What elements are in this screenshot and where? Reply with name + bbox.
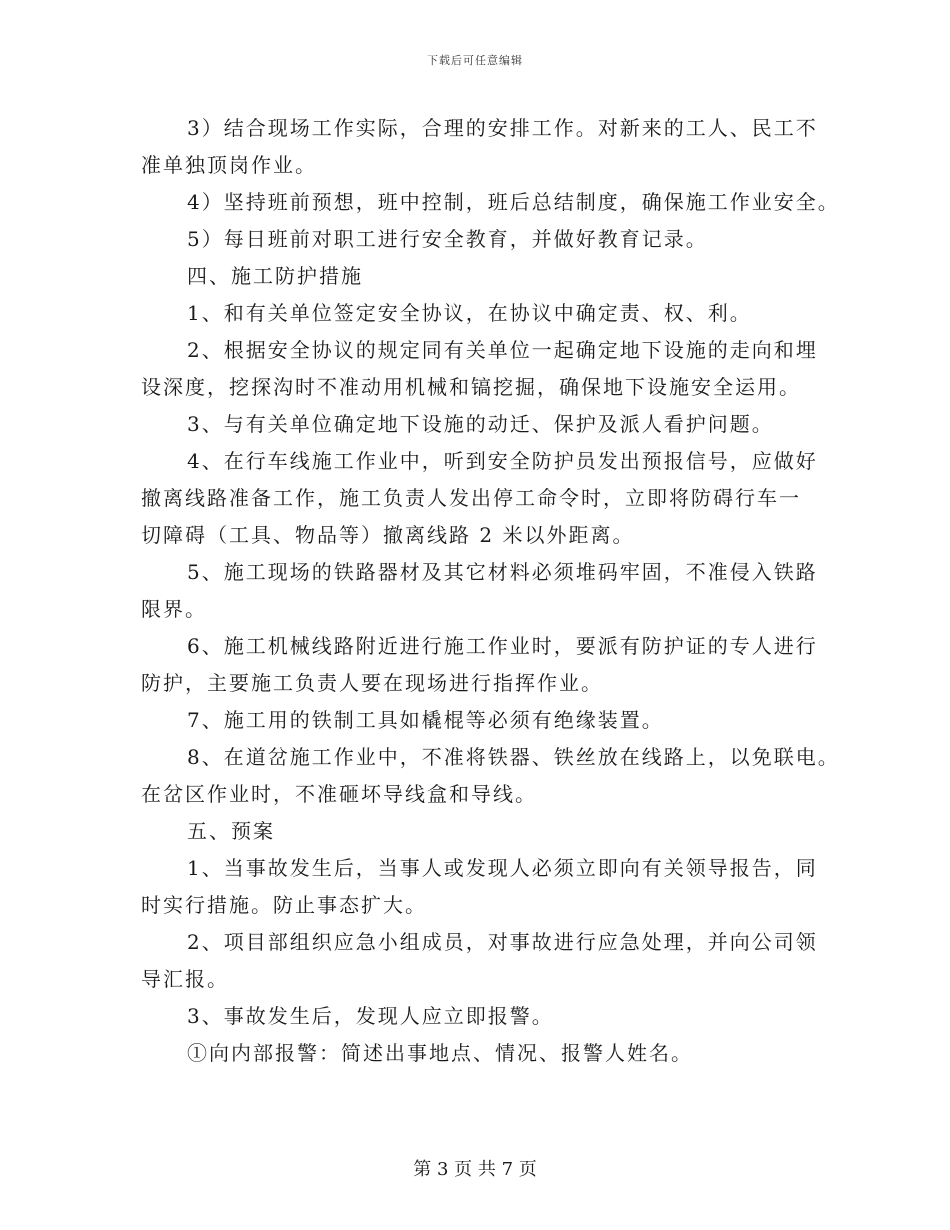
body-line: 导汇报。 xyxy=(141,967,229,991)
body-line: 3）结合现场工作实际，合理的安排工作。对新来的工人、民工不 xyxy=(187,116,818,140)
body-line: 时实行措施。防止事态扩大。 xyxy=(141,893,427,917)
body-line: 切障碍（工具、物品等）撤离线路 2 米以外距离。 xyxy=(141,523,635,547)
body-line: 准单独顶岗作业。 xyxy=(141,153,317,177)
section-heading: 四、施工防护措施 xyxy=(187,264,363,288)
body-line: ①向内部报警：简述出事地点、情况、报警人姓名。 xyxy=(187,1041,693,1065)
body-line: 5）每日班前对职工进行安全教育，并做好教育记录。 xyxy=(187,227,708,251)
body-line: 设深度，挖探沟时不准动用机械和镐挖掘，确保地下设施安全运用。 xyxy=(141,375,801,399)
body-line: 5、施工现场的铁路器材及其它材料必须堆码牢固，不准侵入铁路 xyxy=(187,560,818,584)
body-line: 2、项目部组织应急小组成员，对事故进行应急处理，并向公司领 xyxy=(187,930,818,954)
body-line: 在岔区作业时，不准砸坏导线盒和导线。 xyxy=(141,782,537,806)
page-header: 下载后可任意编辑 xyxy=(427,54,523,67)
section-heading: 五、预案 xyxy=(187,819,275,843)
body-line: 4、在行车线施工作业中，听到安全防护员发出预报信号，应做好 xyxy=(187,449,818,473)
page-number: 第 3 页 共 7 页 xyxy=(413,1159,537,1180)
body-line: 2、根据安全协议的规定同有关单位一起确定地下设施的走向和埋 xyxy=(187,338,818,362)
body-line: 1、当事故发生后，当事人或发现人必须立即向有关领导报告，同 xyxy=(187,856,818,880)
body-line: 8、在道岔施工作业中，不准将铁器、铁丝放在线路上，以免联电。 xyxy=(187,745,840,769)
body-line: 撤离线路准备工作，施工负责人发出停工命令时，立即将防碍行车一 xyxy=(141,486,801,510)
body-line: 6、施工机械线路附近进行施工作业时，要派有防护证的专人进行 xyxy=(187,634,818,658)
body-line: 3、事故发生后，发现人应立即报警。 xyxy=(187,1004,554,1028)
body-line: 防护，主要施工负责人要在现场进行指挥作业。 xyxy=(141,671,603,695)
body-line: 1、和有关单位签定安全协议，在协议中确定责、权、利。 xyxy=(187,301,752,325)
document-body xyxy=(141,110,840,1072)
body-line: 4）坚持班前预想，班中控制，班后总结制度，确保施工作业安全。 xyxy=(187,190,840,214)
body-line: 7、施工用的铁制工具如橇棍等必须有绝缘装置。 xyxy=(187,708,664,732)
body-line: 3、与有关单位确定地下设施的动迁、保护及派人看护问题。 xyxy=(187,412,774,436)
body-line: 限界。 xyxy=(141,597,207,621)
